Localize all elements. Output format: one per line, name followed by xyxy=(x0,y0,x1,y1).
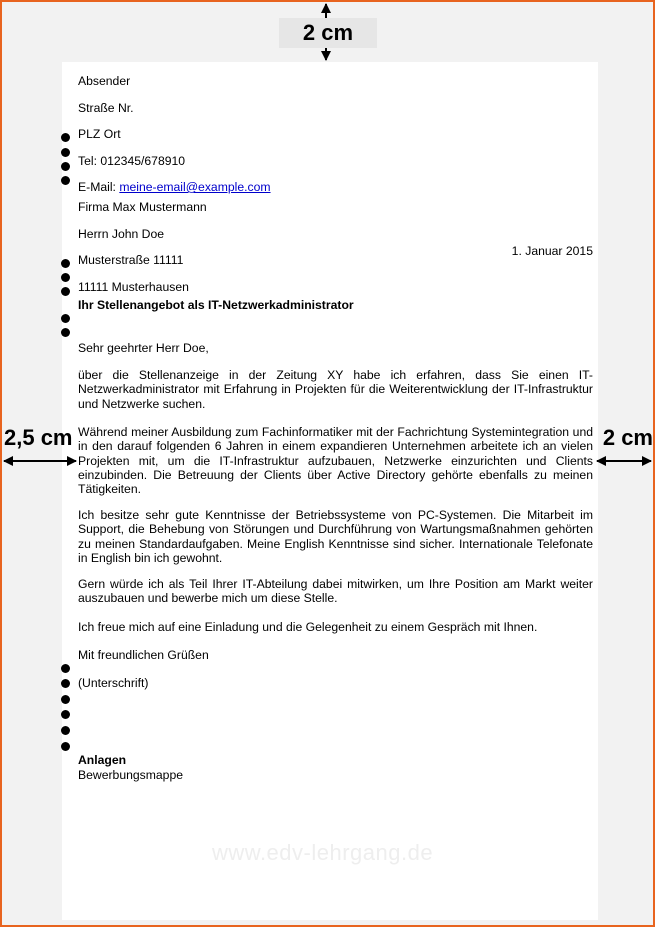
blank-line-dot xyxy=(61,710,70,719)
blank-line-dot xyxy=(61,133,70,142)
body-paragraph: Gern würde ich als Teil Ihrer IT-Abteilung dabei mitwirken, um Ihre Position am Markt weiter auszubauen und bewerbe mich um diese Stelle. xyxy=(78,577,593,606)
attachments-label: Anlagen xyxy=(78,753,127,767)
blank-line-dot xyxy=(61,287,70,296)
blank-line-dot xyxy=(61,176,70,185)
signature-placeholder: (Unterschrift) xyxy=(78,676,149,690)
sender-line: Tel: 012345/678910 xyxy=(78,153,186,168)
email-link[interactable]: meine-email@example.com xyxy=(119,180,271,195)
blank-line-dot xyxy=(61,314,70,323)
blank-line-dot xyxy=(61,742,70,751)
body-paragraph: Ich besitze sehr gute Kenntnisse der Betriebssysteme von PC-Systemen. Die Mitarbeit im Support, die Behebung von Störungen und Durchführung von Wartungsmaßnahmen gehörten zu meinen Standardaufgaben. Meine English Kenntnisse sind sicher. Internationale Telefonate in English bin ich gewohnt. xyxy=(78,508,593,565)
sender-line: PLZ Ort xyxy=(78,127,121,142)
right-margin-label: 2 cm xyxy=(602,425,653,450)
blank-line-dot xyxy=(61,273,70,282)
watermark: www.edv-lehrgang.de xyxy=(212,840,434,865)
blank-line-dot xyxy=(61,328,70,337)
top-margin-arrowhead-up xyxy=(321,3,331,13)
right-margin-arrowhead-right xyxy=(642,456,652,466)
letter-subject: Ihr Stellenangebot als IT-Netzwerkadministrator xyxy=(78,298,354,312)
sender-line: Straße Nr. xyxy=(78,100,134,115)
blank-line-dot xyxy=(61,162,70,171)
recipient-line: Firma Max Mustermann xyxy=(78,200,207,215)
blank-line-dot xyxy=(61,726,70,735)
left-margin-label: 2,5 cm xyxy=(4,425,73,450)
body-paragraph: Während meiner Ausbildung zum Fachinformatiker mit der Fachrichtung Systemintegration und in den darauf folgenden 6 Jahren in einem expandieren Unternehmen arbeitete ich an vielen Projekten mit, um die IT-Infrastruktur aufzubauen, Netzwerke einzurichten und Clients einzubinden. Die Betreuung der Clients über Active Directory gehörte ebenfalls zu meinen Tätigkeiten. xyxy=(78,425,593,497)
blank-line-dot xyxy=(61,679,70,688)
top-margin-label: 2 cm xyxy=(279,18,377,48)
left-margin-arrowhead-left xyxy=(3,456,13,466)
blank-line-dot xyxy=(61,148,70,157)
body-paragraph: über die Stellenanzeige in der Zeitung XY habe ich erfahren, dass Sie einen IT-Netzwerkadministrator mit Erfahrung in Projekten für die Weiterentwicklung der IT-Infrastruktur und Netzwerke suchen. xyxy=(78,368,593,411)
letter-date: 1. Januar 2015 xyxy=(511,244,593,258)
blank-line-dot xyxy=(61,664,70,673)
body-paragraph: Ich freue mich auf eine Einladung und die Gelegenheit zu einem Gespräch mit Ihnen. xyxy=(78,620,538,634)
right-margin-arrowhead-left xyxy=(596,456,606,466)
email-label: E-Mail: xyxy=(78,180,116,195)
attachments-item: Bewerbungsmappe xyxy=(78,768,184,782)
recipient-line: Herrn John Doe xyxy=(78,226,165,241)
blank-line-dot xyxy=(61,259,70,268)
sender-line: Absender xyxy=(78,74,131,89)
blank-line-dot xyxy=(61,695,70,704)
left-margin-arrowhead-right xyxy=(67,456,77,466)
recipient-line: 11111 Musterhausen xyxy=(78,279,189,294)
salutation: Sehr geehrter Herr Doe, xyxy=(78,341,209,355)
recipient-line: Musterstraße 11111 xyxy=(78,253,184,268)
closing: Mit freundlichen Grüßen xyxy=(78,648,209,662)
top-margin-arrowhead-down xyxy=(321,51,331,61)
sender-block xyxy=(78,62,593,207)
